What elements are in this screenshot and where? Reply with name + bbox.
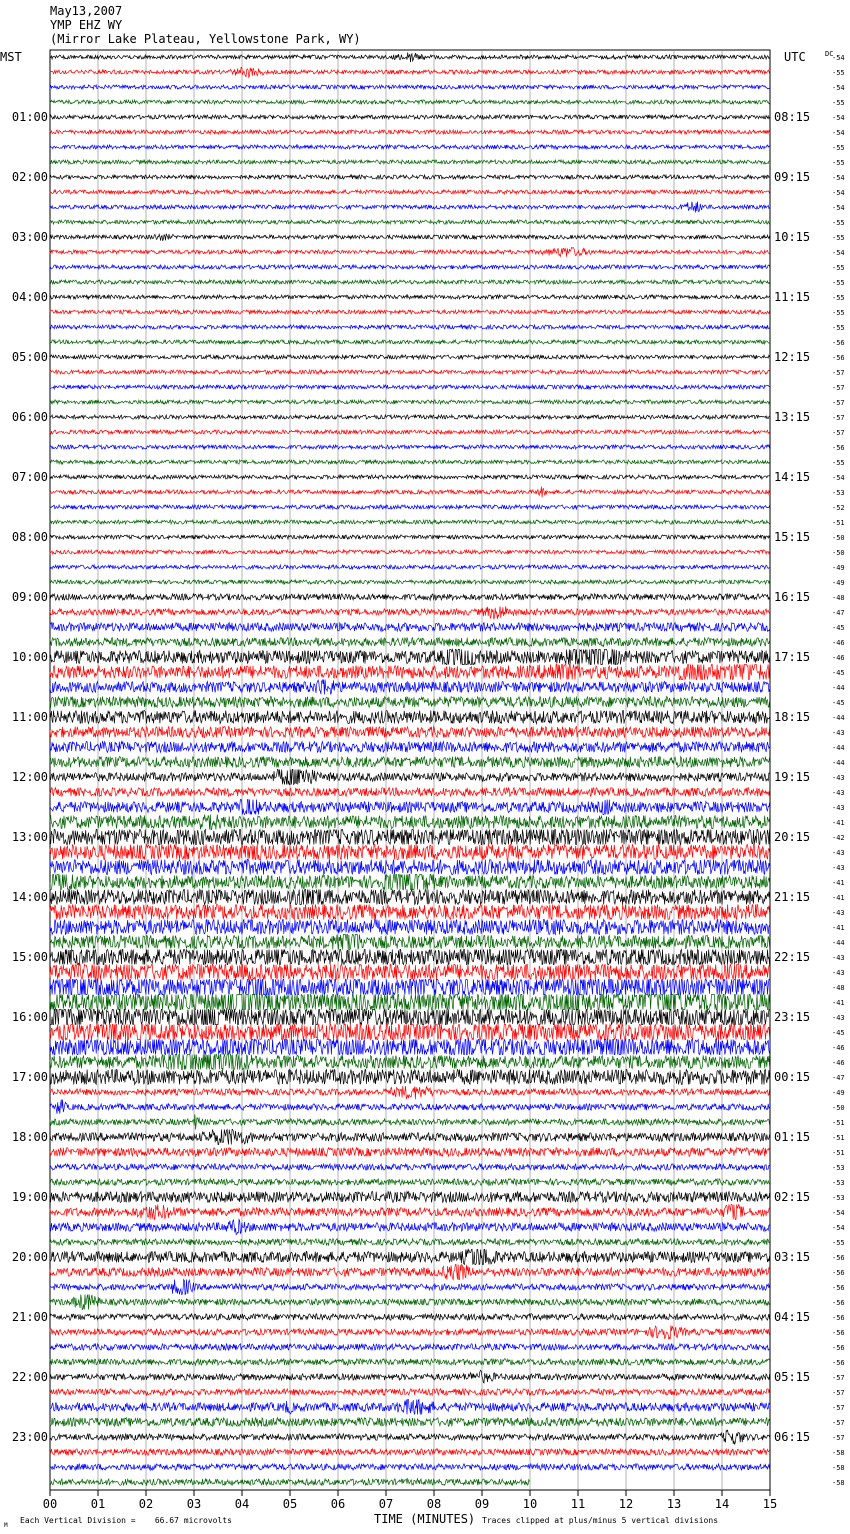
trace-line (50, 310, 770, 314)
trace-line (50, 1086, 770, 1099)
dc-offset: -51 (832, 1134, 845, 1142)
dc-offset: -56 (832, 1254, 845, 1262)
trace-line (50, 1280, 770, 1295)
dc-offset: -56 (832, 354, 845, 362)
trace-line (50, 475, 770, 479)
trace-line (50, 1430, 770, 1444)
dc-offset: -57 (832, 414, 845, 422)
trace-line (50, 815, 770, 830)
dc-offset: -49 (832, 564, 845, 572)
utc-hour-label: 17:15 (774, 650, 811, 664)
x-tick-label: 02 (138, 1497, 154, 1511)
dc-offset: -43 (832, 849, 845, 857)
trace-line (50, 160, 770, 164)
mst-hour-label: 03:00 (11, 230, 48, 244)
trace-line (50, 697, 770, 708)
mst-hour-label: 02:00 (11, 170, 48, 184)
trace-line (50, 1100, 770, 1114)
x-tick-label: 05 (282, 1497, 298, 1511)
utc-hour-label: 14:15 (774, 470, 811, 484)
mst-hour-label: 12:00 (11, 770, 48, 784)
dc-offset: -57 (832, 429, 845, 437)
trace-line (50, 280, 770, 284)
trace-line (50, 1192, 770, 1203)
dc-offset: -41 (832, 924, 845, 932)
dc-offset: -43 (832, 909, 845, 917)
utc-hour-label: 19:15 (774, 770, 811, 784)
dc-offset: -50 (832, 534, 845, 542)
dc-offset: -41 (832, 879, 845, 887)
corner-mark: M (4, 1522, 8, 1529)
dc-offset: -44 (832, 714, 845, 722)
x-tick-label: 15 (762, 1497, 778, 1511)
trace-line (50, 505, 770, 509)
dc-offset: -44 (832, 744, 845, 752)
trace-line (50, 1130, 770, 1145)
trace-line (50, 400, 770, 404)
dc-offset: -56 (832, 1299, 845, 1307)
x-tick-label: 01 (90, 1497, 106, 1511)
mst-hour-label: 16:00 (11, 1010, 48, 1024)
dc-offset: -57 (832, 1434, 845, 1442)
dc-offset: -48 (832, 984, 845, 992)
utc-hour-label: 13:15 (774, 410, 811, 424)
dc-offset: -53 (832, 1164, 845, 1172)
dc-offset: -56 (832, 1284, 845, 1292)
dc-offset: -41 (832, 894, 845, 902)
mst-hour-label: 09:00 (11, 590, 48, 604)
mst-hour-label: 23:00 (11, 1430, 48, 1444)
trace-line (50, 115, 770, 119)
x-tick-label: 09 (474, 1497, 490, 1511)
trace-line (50, 1220, 770, 1235)
dc-offset: -49 (832, 579, 845, 587)
dc-offset: -53 (832, 489, 845, 497)
dc-offset: -55 (832, 309, 845, 317)
utc-hour-label: 02:15 (774, 1190, 811, 1204)
dc-offset: -54 (832, 249, 845, 257)
trace-line (50, 905, 770, 920)
trace-line (50, 340, 770, 344)
dc-offset: -49 (832, 1089, 845, 1097)
dc-offset: -58 (832, 1479, 845, 1487)
dc-offset: -44 (832, 939, 845, 947)
dc-offset: -43 (832, 969, 845, 977)
utc-hour-label: 11:15 (774, 290, 811, 304)
dc-offset: -54 (832, 189, 845, 197)
x-tick-label: 13 (666, 1497, 682, 1511)
mst-hour-label: 15:00 (11, 950, 48, 964)
mst-hour-label: 18:00 (11, 1130, 48, 1144)
utc-hour-label: 12:15 (774, 350, 811, 364)
dc-offset: -44 (832, 759, 845, 767)
mst-hour-label: 13:00 (11, 830, 48, 844)
trace-line (50, 1115, 770, 1130)
trace-line (50, 935, 770, 950)
dc-offset: -54 (832, 204, 845, 212)
left-axis-label: MST (0, 50, 22, 64)
utc-hour-label: 05:15 (774, 1370, 811, 1384)
dc-offset: -55 (832, 279, 845, 287)
trace-line (50, 830, 770, 845)
trace-line (50, 875, 770, 890)
utc-hour-label: 01:15 (774, 1130, 811, 1144)
trace-line (50, 1148, 770, 1157)
utc-hour-label: 23:15 (774, 1010, 811, 1024)
dc-offset: -54 (832, 114, 845, 122)
utc-hour-label: 09:15 (774, 170, 811, 184)
trace-line (50, 190, 770, 194)
trace-line (50, 890, 770, 905)
dc-offset: -58 (832, 1449, 845, 1457)
dc-offset: -50 (832, 549, 845, 557)
dc-offset: -56 (832, 1344, 845, 1352)
header-location: (Mirror Lake Plateau, Yellowstone Park, WY) (50, 32, 361, 46)
x-tick-label: 06 (330, 1497, 346, 1511)
mst-hour-label: 11:00 (11, 710, 48, 724)
trace-line (50, 1314, 770, 1320)
utc-hour-label: 21:15 (774, 890, 811, 904)
dc-offset: -55 (832, 99, 845, 107)
dc-offset: -41 (832, 819, 845, 827)
utc-hour-label: 22:15 (774, 950, 811, 964)
trace-line (50, 920, 770, 935)
x-axis-ticks (43, 1490, 777, 1511)
dc-offset: -52 (832, 504, 845, 512)
x-tick-label: 07 (378, 1497, 394, 1511)
trace-line (50, 85, 770, 89)
mst-hour-label: 21:00 (11, 1310, 48, 1324)
mst-labels (12, 110, 48, 1444)
trace-line (50, 265, 770, 269)
mst-hour-label: 07:00 (11, 470, 48, 484)
dc-offset: -46 (832, 654, 845, 662)
mst-hour-label: 08:00 (11, 530, 48, 544)
trace-line (50, 800, 770, 815)
dc-offset: -43 (832, 864, 845, 872)
x-tick-label: 10 (522, 1497, 538, 1511)
dc-offset: -55 (832, 69, 845, 77)
x-tick-label: 08 (426, 1497, 442, 1511)
dc-offset: -54 (832, 1224, 845, 1232)
trace-line (50, 430, 770, 434)
utc-hour-label: 15:15 (774, 530, 811, 544)
utc-hour-label: 20:15 (774, 830, 811, 844)
dc-offset: -58 (832, 1464, 845, 1472)
trace-line (50, 130, 770, 134)
trace-line (50, 145, 770, 149)
dc-offset: -48 (832, 594, 845, 602)
dc-offset: -56 (832, 339, 845, 347)
trace-line (50, 565, 770, 569)
clip-text: Traces clipped at plus/minus 5 vertical divisions (482, 1516, 719, 1525)
trace-line (50, 1010, 770, 1025)
dc-offset: -43 (832, 804, 845, 812)
dc-offset: -47 (832, 609, 845, 617)
trace-line (50, 845, 770, 860)
trace-line (50, 727, 770, 738)
trace-line (50, 175, 770, 179)
dc-offset: -56 (832, 1314, 845, 1322)
trace-line (50, 1070, 770, 1085)
trace-line (50, 1449, 770, 1455)
trace-line (50, 1418, 770, 1427)
dc-offset: -55 (832, 159, 845, 167)
dc-offset: -55 (832, 1239, 845, 1247)
utc-hour-label: 16:15 (774, 590, 811, 604)
dc-offset: -55 (832, 219, 845, 227)
trace-line (50, 1359, 770, 1365)
dc-offset: -46 (832, 1044, 845, 1052)
dc-offset: -43 (832, 954, 845, 962)
dc-offset: -43 (832, 1014, 845, 1022)
mst-hour-label: 06:00 (11, 410, 48, 424)
dc-offset: -46 (832, 639, 845, 647)
trace-line (50, 1464, 770, 1470)
dc-offset: -56 (832, 1329, 845, 1337)
trace-line (50, 385, 770, 389)
utc-hour-label: 00:15 (774, 1070, 811, 1084)
dc-offset: -51 (832, 1149, 845, 1157)
right-axis-label: UTC (784, 50, 806, 64)
dc-offset: -55 (832, 234, 845, 242)
dc-offset: -55 (832, 459, 845, 467)
mst-hour-label: 05:00 (11, 350, 48, 364)
dc-offset: -57 (832, 1404, 845, 1412)
dc-offset: -43 (832, 789, 845, 797)
dc-offset: -45 (832, 669, 845, 677)
dc-offset: -42 (832, 834, 845, 842)
dc-offset: -57 (832, 369, 845, 377)
dc-offset: -54 (832, 84, 845, 92)
trace-line (50, 370, 770, 374)
trace-line (50, 295, 770, 299)
dc-offset: -57 (832, 1419, 845, 1427)
trace-group (50, 53, 770, 1486)
trace-line (50, 234, 770, 241)
trace-line (50, 520, 770, 524)
trace-line (50, 1265, 770, 1280)
x-tick-label: 03 (186, 1497, 202, 1511)
dc-offset-labels (832, 54, 845, 1487)
x-tick-label: 11 (570, 1497, 586, 1511)
x-tick-label: 14 (714, 1497, 730, 1511)
trace-line (50, 638, 770, 647)
x-tick-label: 12 (618, 1497, 634, 1511)
scale-text: Each Vertical Division = 66.67 microvolts (20, 1516, 232, 1525)
trace-line (50, 1370, 770, 1383)
trace-line (50, 355, 770, 359)
trace-line (50, 1389, 770, 1395)
utc-hour-label: 06:15 (774, 1430, 811, 1444)
utc-hour-label: 08:15 (774, 110, 811, 124)
dc-offset: -53 (832, 1194, 845, 1202)
utc-hour-label: 04:15 (774, 1310, 811, 1324)
dc-offset: -43 (832, 729, 845, 737)
dc-offset: -45 (832, 699, 845, 707)
trace-line (50, 1025, 770, 1040)
dc-offset: -43 (832, 774, 845, 782)
dc-offset: -56 (832, 1359, 845, 1367)
trace-line (50, 487, 770, 498)
utc-hour-label: 18:15 (774, 710, 811, 724)
trace-line (50, 1250, 770, 1265)
dc-offset: -53 (832, 1179, 845, 1187)
trace-line (50, 202, 770, 213)
dc-offset: -47 (832, 1074, 845, 1082)
utc-labels (774, 110, 810, 1444)
dc-offset: -57 (832, 384, 845, 392)
header-date: May13,2007 (50, 4, 123, 18)
mst-hour-label: 04:00 (11, 290, 48, 304)
mst-hour-label: 17:00 (11, 1070, 48, 1084)
trace-line (50, 1164, 770, 1170)
dc-label: DC (825, 50, 834, 58)
x-tick-label: 04 (234, 1497, 250, 1511)
dc-offset: -54 (832, 54, 845, 62)
trace-line (50, 1325, 770, 1339)
dc-offset: -46 (832, 1059, 845, 1067)
dc-offset: -41 (832, 999, 845, 1007)
dc-offset: -51 (832, 519, 845, 527)
mst-hour-label: 22:00 (11, 1370, 48, 1384)
dc-offset: -54 (832, 1209, 845, 1217)
trace-line (50, 757, 770, 768)
trace-line (50, 742, 770, 753)
utc-hour-label: 03:15 (774, 1250, 811, 1264)
trace-line (50, 415, 770, 419)
trace-line (50, 980, 770, 995)
trace-line (50, 860, 770, 875)
trace-line (50, 770, 770, 785)
utc-hour-label: 10:15 (774, 230, 811, 244)
trace-line (50, 1295, 770, 1310)
dc-offset: -57 (832, 1374, 845, 1382)
trace-line (50, 1040, 770, 1055)
trace-line (50, 710, 770, 723)
dc-offset: -57 (832, 399, 845, 407)
trace-line (50, 665, 770, 680)
trace-line (50, 535, 770, 539)
trace-line (50, 53, 770, 63)
header-station: YMP EHZ WY (50, 18, 123, 32)
dc-offset: -56 (832, 444, 845, 452)
trace-line (50, 623, 770, 632)
trace-line (50, 1400, 770, 1415)
trace-line (50, 950, 770, 965)
trace-line (50, 788, 770, 797)
trace-line (50, 325, 770, 329)
trace-line (50, 1239, 770, 1245)
trace-line (50, 965, 770, 980)
mst-hour-label: 01:00 (11, 110, 48, 124)
mst-hour-label: 10:00 (11, 650, 48, 664)
trace-line (50, 1055, 770, 1070)
x-axis-label: TIME (MINUTES) (374, 1512, 476, 1526)
trace-line (50, 606, 770, 619)
dc-offset: -55 (832, 264, 845, 272)
dc-offset: -55 (832, 324, 845, 332)
dc-offset: -45 (832, 1029, 845, 1037)
trace-line (50, 445, 770, 449)
trace-line (50, 1179, 770, 1185)
dc-offset: -55 (832, 294, 845, 302)
mst-hour-label: 14:00 (11, 890, 48, 904)
trace-line (50, 248, 770, 257)
dc-offset: -45 (832, 624, 845, 632)
trace-line (50, 680, 770, 695)
mst-hour-label: 19:00 (11, 1190, 48, 1204)
trace-line (50, 550, 770, 554)
dc-offset: -44 (832, 684, 845, 692)
trace-line (50, 67, 770, 77)
dc-offset: -50 (832, 1104, 845, 1112)
trace-line (50, 995, 770, 1010)
trace-line (50, 594, 770, 600)
dc-offset: -55 (832, 144, 845, 152)
dc-offset: -54 (832, 129, 845, 137)
mst-hour-label: 20:00 (11, 1250, 48, 1264)
dc-offset: -57 (832, 1389, 845, 1397)
trace-line (50, 100, 770, 104)
trace-line (50, 460, 770, 464)
trace-line (50, 650, 770, 665)
dc-offset: -54 (832, 174, 845, 182)
trace-line (50, 220, 770, 224)
dc-offset: -54 (832, 474, 845, 482)
trace-line (50, 1344, 770, 1350)
trace-line (50, 580, 770, 584)
dc-offset: -51 (832, 1119, 845, 1127)
trace-line (50, 1205, 770, 1220)
x-tick-label: 00 (42, 1497, 58, 1511)
dc-offset: -56 (832, 1269, 845, 1277)
